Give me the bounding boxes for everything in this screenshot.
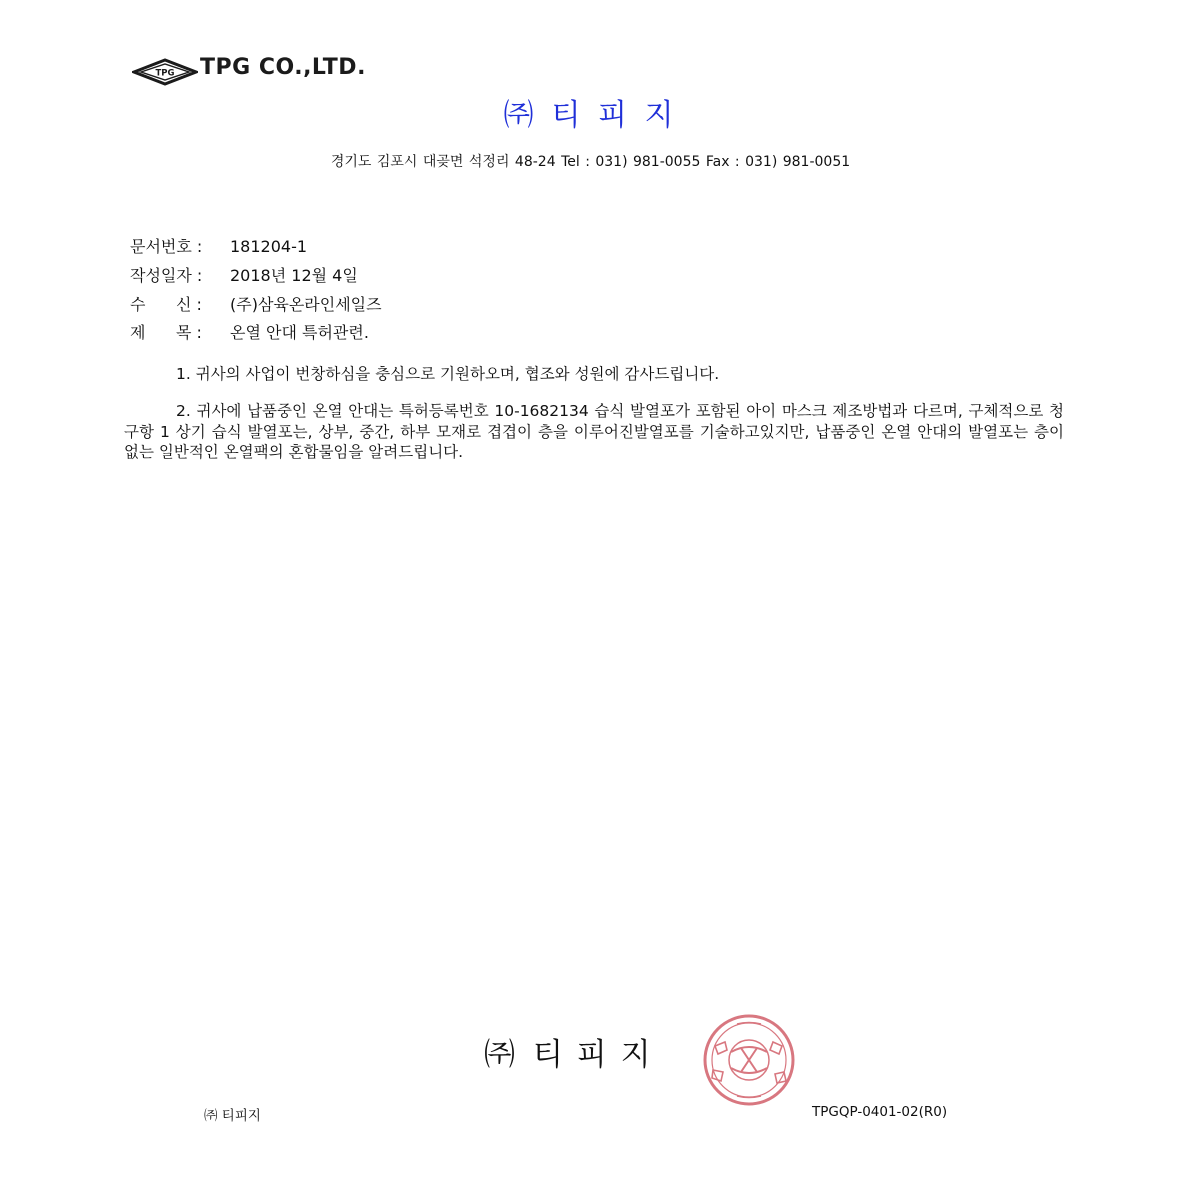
company-title [0,90,1181,134]
logo-text: TPG CO.,LTD. [200,55,366,80]
company-name: 티 피 지 [551,98,678,133]
body-paragraph-1: 1. 귀사의 사업이 번창하심을 충심으로 기원하오며, 협조와 성원에 감사드립니다. [176,365,720,383]
tpg-diamond-logo-icon [132,56,198,88]
field-recipient [130,292,382,315]
footer-company: ㈜ 티피지 [204,1108,261,1124]
field-label: 제 목 : [130,323,202,342]
field-document-number [130,234,307,257]
field-label: 작성일자 : [130,266,203,285]
field-date [130,263,358,286]
company-logo [132,56,382,88]
field-value: 181204-1 [230,237,308,256]
footer-form-code: TPGQP-0401-02(R0) [812,1104,948,1120]
company-seal-icon [701,1012,797,1108]
field-value: 온열 안대 특허관련. [230,323,369,342]
field-value: (주)삼육온라인세일즈 [230,295,382,314]
company-mark: ㈜ [503,98,538,133]
field-value: 2018년 12월 4일 [230,266,358,285]
logo-mark-text: TPG [155,68,175,79]
address-line: 경기도 김포시 대곶면 석정리 48-24 Tel : 031) 981-0055 Fax : 031) 981-0051 [330,154,851,170]
body-paragraph-2: 2. 귀사에 납품중인 온열 안대는 특허등록번호 10-1682134 습식 발열포가 포함된 아이 마스크 제조방법과 다르며, 구체적으로 청구항 1 상기 습식 발열포는, 상부, 중간, 하부 모재로 겹겹이 층을 이루어진발열포를 기술하고있지만, 납품중인 온열 안대의 발열포는 층이 없는 일반적인 온열팩의 혼합물임을 알려드립니다. [124,402,1064,462]
field-subject [130,320,369,343]
signature-company-name [484,1029,653,1074]
field-label: 문서번호 : [130,237,203,256]
signature-name: 티 피 지 [533,1037,653,1073]
signature-mark: ㈜ [484,1037,517,1073]
field-label: 수 신 : [130,295,202,314]
